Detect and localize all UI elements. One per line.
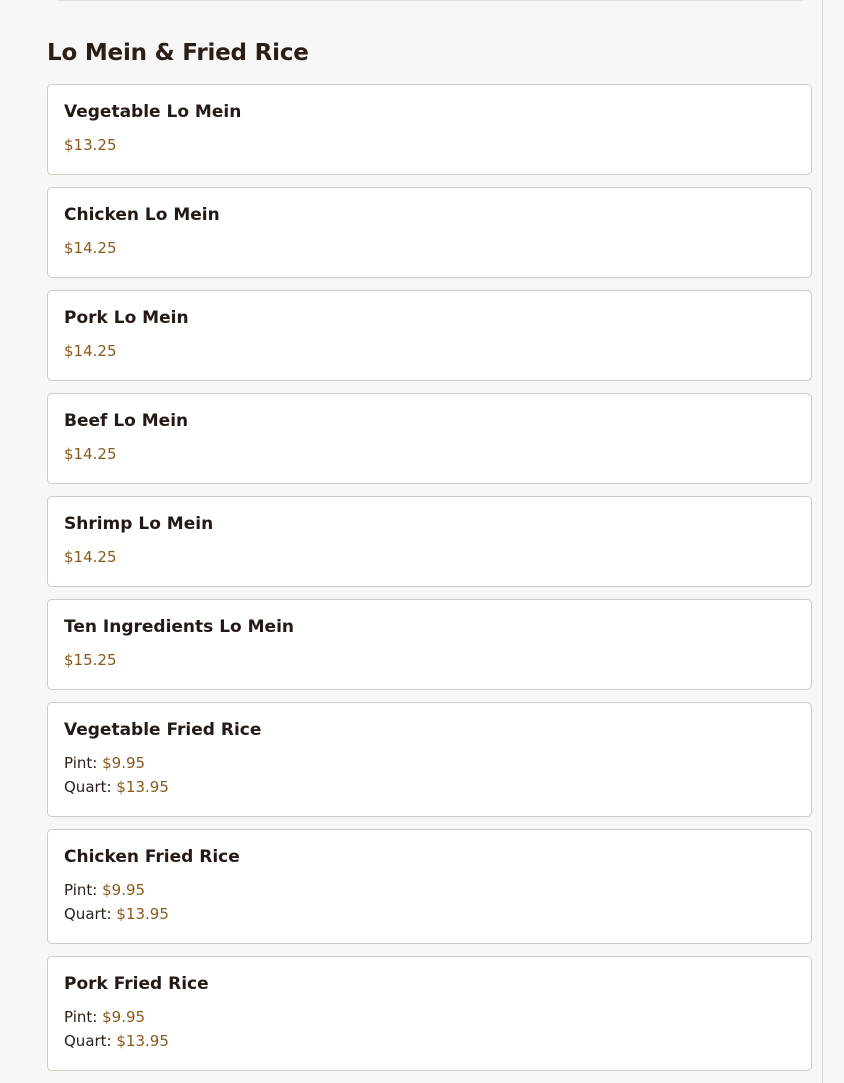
pint-price-line: [64, 880, 795, 900]
menu-item-price: $14.25: [64, 445, 117, 463]
menu-item-beef-lo-mein[interactable]: [47, 393, 812, 484]
menu-item-vegetable-fried-rice[interactable]: [47, 702, 812, 817]
size-price: $13.95: [116, 778, 169, 796]
pint-price-line: [64, 1007, 795, 1027]
quart-price-line: [64, 777, 795, 797]
menu-item-shrimp-lo-mein[interactable]: [47, 496, 812, 587]
size-price: $9.95: [102, 754, 146, 772]
menu-item-ten-ingredients-lo-mein[interactable]: [47, 599, 812, 690]
size-price: $13.95: [116, 905, 169, 923]
menu-item-price: $13.25: [64, 136, 117, 154]
menu-item-name: Pork Fried Rice: [64, 974, 209, 994]
menu-item-name: Ten Ingredients Lo Mein: [64, 617, 294, 637]
size-price: $9.95: [102, 881, 146, 899]
quart-price-line: [64, 1031, 795, 1051]
menu-item-chicken-fried-rice[interactable]: [47, 829, 812, 944]
size-price: $9.95: [102, 1008, 146, 1026]
menu-item-pork-fried-rice[interactable]: [47, 956, 812, 1071]
menu-item-price: $14.25: [64, 342, 117, 360]
menu-item-vegetable-lo-mein[interactable]: [47, 84, 812, 175]
quart-price-line: [64, 904, 795, 924]
price-line: [64, 238, 795, 258]
menu-item-list: [47, 84, 812, 1083]
menu-item-price: $14.25: [64, 548, 117, 566]
price-line: [64, 650, 795, 670]
menu-item-name: Chicken Lo Mein: [64, 205, 220, 225]
menu-item-chicken-lo-mein[interactable]: [47, 187, 812, 278]
price-line: [64, 341, 795, 361]
price-line: [64, 444, 795, 464]
size-label: Pint:: [64, 1008, 98, 1026]
menu-item-name: Beef Lo Mein: [64, 411, 189, 431]
menu-item-name: Vegetable Lo Mein: [64, 102, 242, 122]
size-price: $13.95: [116, 1032, 169, 1050]
menu-item-pork-lo-mein[interactable]: [47, 290, 812, 381]
menu-item-price: $15.25: [64, 651, 117, 669]
section-title: Lo Mein & Fried Rice: [47, 40, 309, 66]
size-label: Quart:: [64, 778, 112, 796]
menu-item-name: Shrimp Lo Mein: [64, 514, 214, 534]
size-label: Quart:: [64, 905, 112, 923]
previous-card-edge: [54, 0, 806, 1]
page-edge-divider: [822, 0, 823, 1083]
size-label: Pint:: [64, 754, 98, 772]
pint-price-line: [64, 753, 795, 773]
size-label: Quart:: [64, 1032, 112, 1050]
size-label: Pint:: [64, 881, 98, 899]
menu-item-name: Pork Lo Mein: [64, 308, 189, 328]
menu-item-name: Vegetable Fried Rice: [64, 720, 262, 740]
menu-item-price: $14.25: [64, 239, 117, 257]
menu-item-name: Chicken Fried Rice: [64, 847, 240, 867]
price-line: [64, 135, 795, 155]
price-line: [64, 547, 795, 567]
